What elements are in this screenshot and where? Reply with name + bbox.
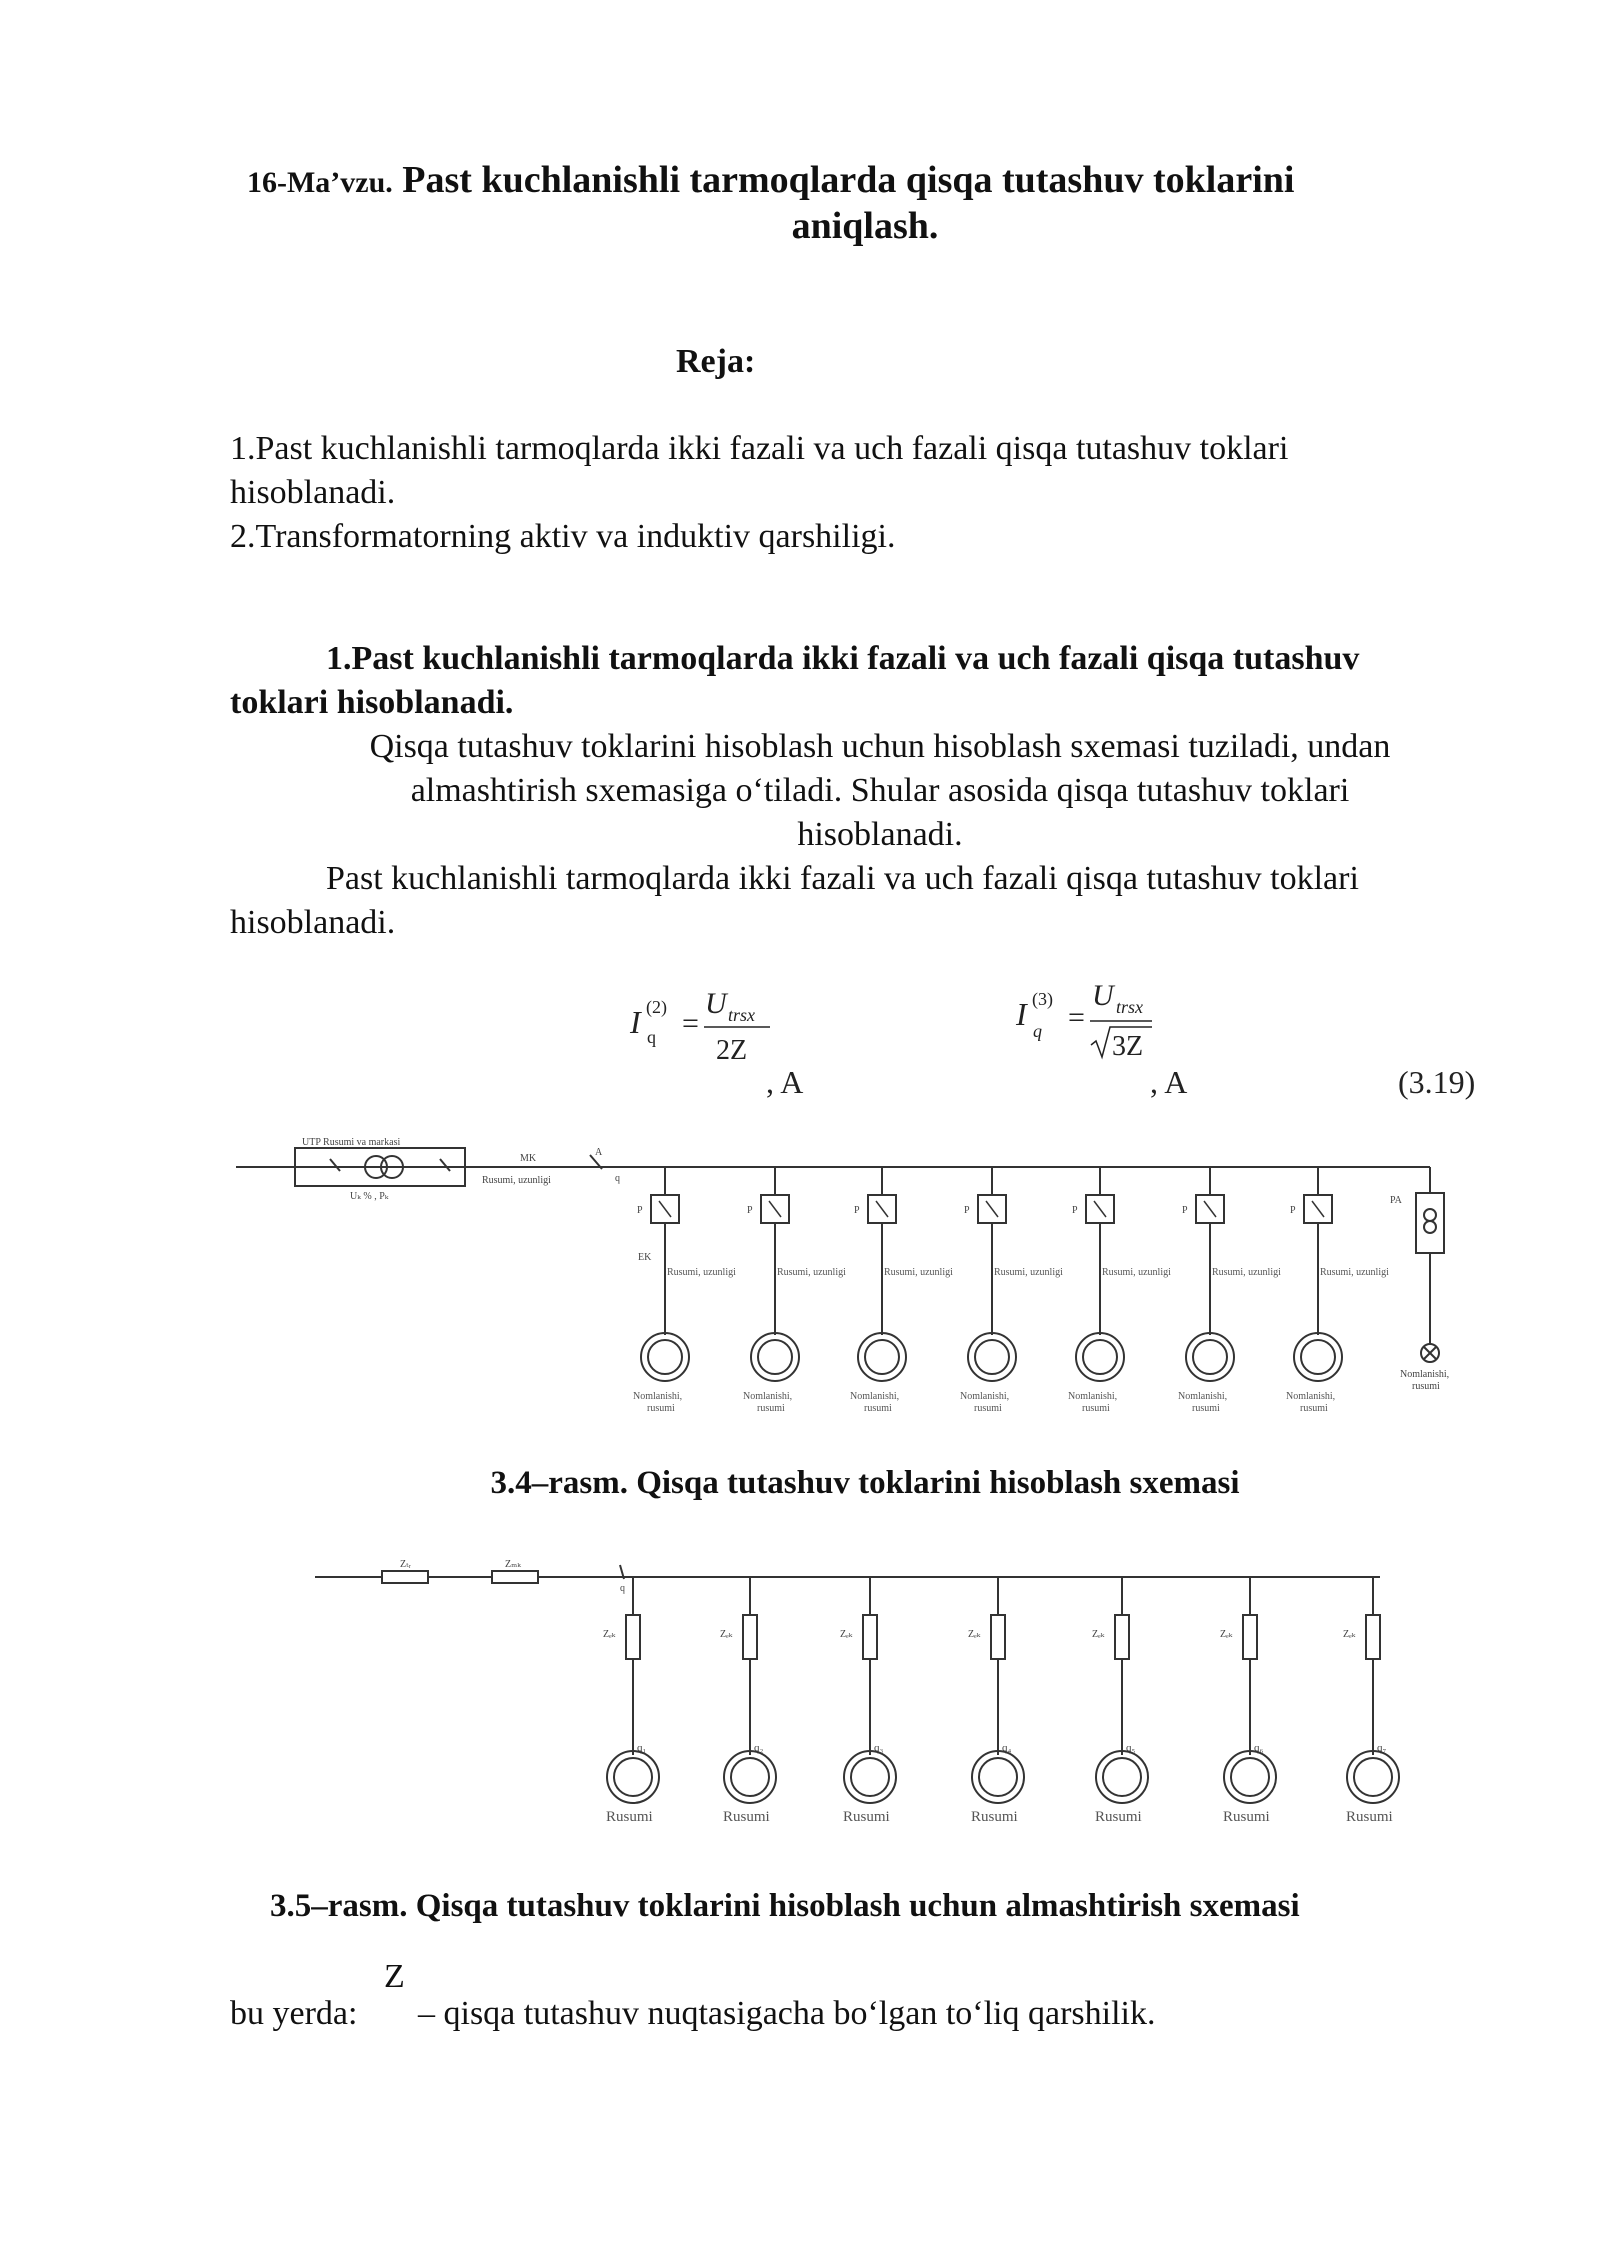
motor-label-line-2: rusumi — [974, 1403, 1002, 1414]
z-ek-label: Zₑₖ — [720, 1629, 733, 1640]
motor-inner-circle — [851, 1758, 889, 1796]
z-ek-label: Zₑₖ — [1092, 1629, 1105, 1640]
motor-label: Rusumi — [1346, 1809, 1393, 1825]
lamp-label-line-2: rusumi — [1412, 1381, 1440, 1392]
motor-label-line-2: rusumi — [1082, 1403, 1110, 1414]
motor-inner-circle — [1231, 1758, 1269, 1796]
motor-label-line-2: rusumi — [1300, 1403, 1328, 1414]
p-label: P — [747, 1205, 753, 1216]
motor-inner-circle — [865, 1340, 899, 1374]
motor-inner-circle — [1193, 1340, 1227, 1374]
pa-label: PA — [1390, 1195, 1402, 1206]
formula-equals: = — [1068, 1001, 1085, 1034]
p-label: P — [1072, 1205, 1078, 1216]
z-symbol: Z — [384, 1958, 405, 1995]
cable-label: Rusumi, uzunligi — [994, 1267, 1063, 1278]
p-label: P — [637, 1205, 643, 1216]
pa-coil-1 — [1424, 1209, 1436, 1221]
branch-q-label: q₁ — [637, 1742, 647, 1754]
plan-item-1-line-2: hisoblanadi. — [230, 474, 396, 511]
motor-label: Rusumi — [1223, 1809, 1270, 1825]
resistor-z-ek — [1366, 1615, 1380, 1659]
motor-label: Rusumi — [843, 1809, 890, 1825]
utp-sublabel: Uₖ % , Pₖ — [350, 1191, 389, 1202]
figure-3-5-caption: 3.5–rasm. Qisqa tutashuv toklarini hisoblash uchun almashtirish sxemasi — [270, 1888, 1300, 1924]
p-label: P — [964, 1205, 970, 1216]
paragraph-1-line-2: almashtirish sxemasiga o‘tiladi. Shular asosida qisqa tutashuv toklari — [410, 772, 1350, 809]
figure-3-4-branches — [633, 1167, 1389, 1414]
motor-label: Rusumi — [606, 1809, 653, 1825]
formula-sub-q: q — [1033, 1021, 1042, 1041]
formula-unit-a: , A — [1150, 1064, 1188, 1100]
motor-inner-circle — [731, 1758, 769, 1796]
branch-q-label: q₄ — [1002, 1742, 1012, 1754]
formula-three-phase — [1015, 979, 1187, 1100]
cable-label: Rusumi, uzunligi — [777, 1267, 846, 1278]
motor-label-line-2: rusumi — [757, 1403, 785, 1414]
cable-label: Rusumi, uzunligi — [1320, 1267, 1389, 1278]
z-ek-label: Zₑₖ — [1343, 1629, 1356, 1640]
motor-inner-circle — [758, 1340, 792, 1374]
resistor-z-ek — [626, 1615, 640, 1659]
motor-label-line-1: Nomlanishi, — [633, 1391, 683, 1402]
formula-sub-q: q — [647, 1027, 656, 1047]
z-ek-label: Zₑₖ — [603, 1629, 616, 1640]
branch-q-label: q₃ — [874, 1742, 884, 1754]
cable-label: Rusumi, uzunligi — [667, 1267, 736, 1278]
p-label: P — [854, 1205, 860, 1216]
lamp-label-line-1: Nomlanishi, — [1400, 1369, 1450, 1380]
lecture-number: 16-Ma’vzu. — [247, 166, 393, 199]
z-ek-label: Zₑₖ — [968, 1629, 981, 1640]
paragraph-1-line-1: Qisqa tutashuv toklarini hisoblash uchun hisoblash sxemasi tuziladi, undan — [369, 728, 1391, 765]
a-label: A — [595, 1147, 603, 1158]
motor-label-line-1: Nomlanishi, — [743, 1391, 793, 1402]
plan-item-2: 2.Transformatorning aktiv va induktiv qarshiligi. — [230, 518, 896, 555]
motor-inner-circle — [1083, 1340, 1117, 1374]
paragraph-2-line-2: hisoblanadi. — [230, 904, 396, 941]
motor-label-line-1: Nomlanishi, — [1068, 1391, 1118, 1402]
formula-i-symbol: I — [630, 1004, 641, 1040]
formula-i-symbol: I — [1016, 996, 1027, 1032]
motor-inner-circle — [1301, 1340, 1335, 1374]
motor-label: Rusumi — [723, 1809, 770, 1825]
formula-denominator-3z: 3Z — [1112, 1031, 1144, 1062]
z-tr-label: Zₜᵣ — [400, 1559, 411, 1570]
cable-label: Rusumi, uzunligi — [884, 1267, 953, 1278]
motor-inner-circle — [1103, 1758, 1141, 1796]
resistor-z-ek — [863, 1615, 877, 1659]
resistor-z-ek — [1243, 1615, 1257, 1659]
plan-heading: Reja: — [676, 343, 756, 380]
branch-q-label: q₂ — [754, 1742, 764, 1754]
branch-q-label: q₆ — [1254, 1742, 1264, 1754]
motor-label-line-1: Nomlanishi, — [1178, 1391, 1228, 1402]
z-definition: – qisqa tutashuv nuqtasigacha bo‘lgan to‘liq qarshilik. — [418, 1995, 1156, 2032]
motor-label: Rusumi — [971, 1809, 1018, 1825]
formula-numerator-sub: trsx — [1116, 997, 1143, 1017]
formula-numerator-sub: trsx — [728, 1005, 755, 1025]
formula-equals: = — [682, 1007, 699, 1040]
formula-numerator-u: U — [1092, 979, 1114, 1012]
figure-3-4-caption: 3.4–rasm. Qisqa tutashuv toklarini hisoblash sxemasi — [490, 1465, 1240, 1501]
formula-3-19 — [600, 975, 1500, 1115]
equation-number: (3.19) — [1398, 1064, 1476, 1100]
motor-label-line-2: rusumi — [864, 1403, 892, 1414]
motor-inner-circle — [1354, 1758, 1392, 1796]
resistor-z-ek — [991, 1615, 1005, 1659]
motor-label-line-2: rusumi — [647, 1403, 675, 1414]
resistor-z-ek — [743, 1615, 757, 1659]
cable-label: Rusumi, uzunligi — [1102, 1267, 1171, 1278]
formula-denominator-2z: 2Z — [716, 1035, 748, 1066]
pa-box — [1416, 1193, 1444, 1253]
motor-inner-circle — [614, 1758, 652, 1796]
motor-inner-circle — [975, 1340, 1009, 1374]
formula-numerator-u: U — [705, 987, 727, 1020]
figure-3-5-equivalent-scheme — [310, 1555, 1410, 1855]
z-mk-label: Zₘₖ — [505, 1559, 521, 1570]
formula-two-phase — [629, 987, 803, 1100]
q-label: q — [620, 1583, 625, 1594]
motor-inner-circle — [979, 1758, 1017, 1796]
title-line-2: aniqlash. — [791, 205, 939, 247]
mk-sublabel: Rusumi, uzunligi — [482, 1175, 551, 1186]
formula-unit-a: , A — [766, 1064, 804, 1100]
title-line-1: Past kuchlanishli tarmoqlarda qisqa tutashuv toklarini — [402, 159, 1295, 201]
branch-q-label: q₇ — [1377, 1742, 1387, 1754]
motor-label-line-2: rusumi — [1192, 1403, 1220, 1414]
resistor-z-mk — [492, 1571, 538, 1583]
paragraph-1-line-3: hisoblanadi. — [797, 816, 963, 853]
p-label: P — [1290, 1205, 1296, 1216]
pa-coil-2 — [1424, 1221, 1436, 1233]
section-heading-line-1: 1.Past kuchlanishli tarmoqlarda ikki fazali va uch fazali qisqa tutashuv — [326, 640, 1360, 677]
switch-contact — [440, 1159, 450, 1171]
paragraph-2-line-1: Past kuchlanishli tarmoqlarda ikki fazali va uch fazali qisqa tutashuv toklari — [326, 860, 1359, 897]
section-heading-line-2: toklari hisoblanadi. — [230, 684, 514, 721]
formula-sup-3: (3) — [1032, 989, 1053, 1009]
mk-label: MK — [520, 1153, 537, 1164]
motor-label-line-1: Nomlanishi, — [1286, 1391, 1336, 1402]
z-ek-label: Zₑₖ — [1220, 1629, 1233, 1640]
resistor-z-tr — [382, 1571, 428, 1583]
figure-3-4-calculation-scheme — [230, 1135, 1480, 1430]
resistor-z-ek — [1115, 1615, 1129, 1659]
branch-q-label: q₅ — [1126, 1742, 1136, 1754]
figure-3-5-branches — [603, 1577, 1399, 1825]
switch-contact — [330, 1159, 340, 1171]
plan-item-1-line-1: 1.Past kuchlanishli tarmoqlarda ikki fazali va uch fazali qisqa tutashuv toklari — [230, 430, 1289, 467]
where-label: bu yerda: — [230, 1995, 358, 2032]
cable-label: Rusumi, uzunligi — [1212, 1267, 1281, 1278]
page-title — [247, 158, 1294, 202]
utp-label: UTP Rusumi va markasi — [302, 1137, 401, 1148]
motor-inner-circle — [648, 1340, 682, 1374]
z-ek-label: Zₑₖ — [840, 1629, 853, 1640]
motor-label-line-1: Nomlanishi, — [960, 1391, 1010, 1402]
formula-sup-2: (2) — [646, 997, 667, 1017]
p-label: P — [1182, 1205, 1188, 1216]
motor-label-line-1: Nomlanishi, — [850, 1391, 900, 1402]
ek-label: EK — [638, 1252, 652, 1263]
motor-label: Rusumi — [1095, 1809, 1142, 1825]
q-label: q — [615, 1173, 620, 1184]
